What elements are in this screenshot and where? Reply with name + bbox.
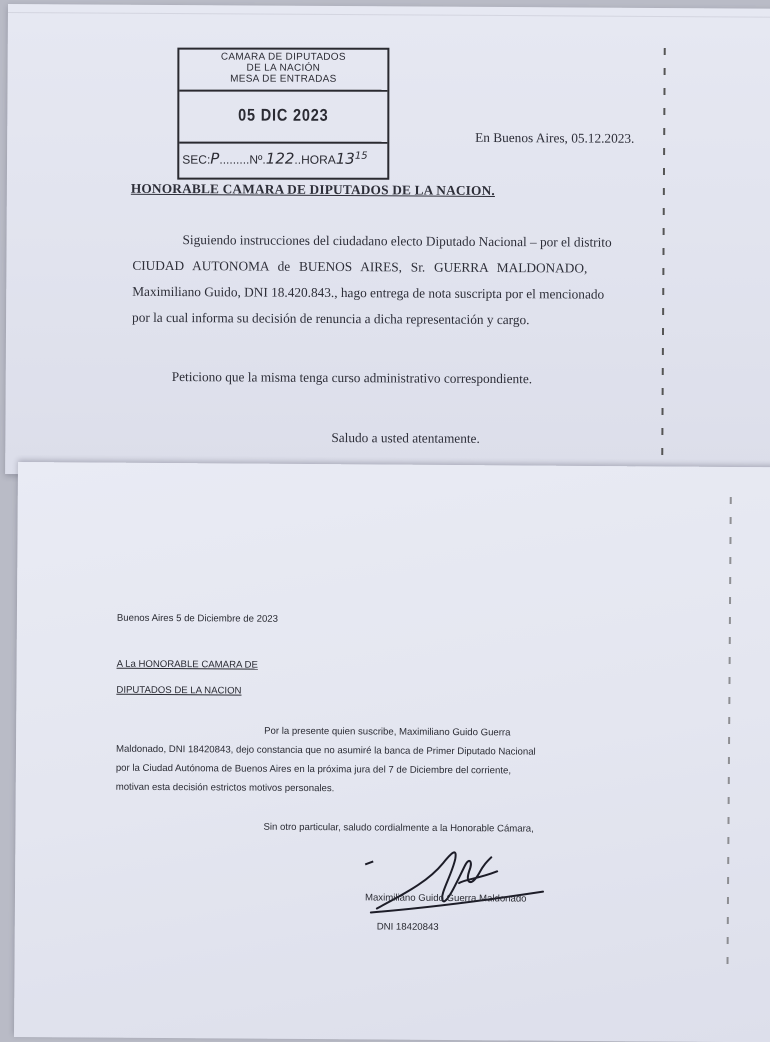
letter-place-date: En Buenos Aires, 05.12.2023. <box>475 129 635 146</box>
stamp-hora-minutes: 15 <box>354 150 368 162</box>
letter-closing: Saludo a usted atentamente. <box>331 429 480 446</box>
stamp-divider <box>179 90 387 92</box>
stamp-sec-label: SEC: <box>182 152 211 167</box>
stamp-registry: $SEC:P.........Nº.122..HORA13^{15}$ <box>182 149 368 168</box>
resignation-closing: Sin otro particular, saludo cordialmente a la Honorable Cámara, <box>263 821 534 835</box>
letter-body-line: Siguiendo instrucciones del ciudadano electo Diputado Nacional – por el distrito <box>182 232 612 250</box>
signer-name: Maximiliano Guido Guerra Maldonado <box>364 892 527 905</box>
paper-fold <box>8 12 770 18</box>
stamp-divider <box>179 142 387 144</box>
stamp-line-3: MESA DE ENTRADAS <box>230 73 337 85</box>
resignation-addressee-line-2: DIPUTADOS DE LA NACION <box>116 684 242 697</box>
letter-body-line: por la cual informa su decisión de renuncia a dicha representación y cargo. <box>132 309 530 328</box>
stamp-sec-value: P <box>210 149 220 168</box>
stamp-date: 05 DIC 2023 <box>238 105 329 125</box>
stamp-num-label: Nº <box>249 152 263 167</box>
letter-request: Peticiono que la misma tenga curso administrativo correspondiente. <box>171 369 533 387</box>
letter-addressee: HONORABLE CAMARA DE DIPUTADOS DE LA NACION. <box>130 180 495 198</box>
resignation-letter-page <box>14 462 770 1042</box>
margin-mark <box>661 48 666 458</box>
resignation-body-line: Por la presente quien suscribe, Maximiliano Guido Guerra <box>264 725 511 739</box>
resignation-addressee-line-1: A La HONORABLE CAMARA DE <box>116 658 258 671</box>
stamp-hora-label: HORA <box>301 152 336 167</box>
resignation-place-date: Buenos Aires 5 de Diciembre de 2023 <box>116 612 279 625</box>
stamp-num-value: 122 <box>265 149 295 168</box>
letter-body-line: CIUDAD AUTONOMA de BUENOS AIRES, Sr. GUERRA MALDONADO, <box>132 257 588 276</box>
resignation-body-line: Maldonado, DNI 18420843, dejo constancia que no asumiré la banca de Primer Diputado Nacional <box>115 743 536 758</box>
stamp-header <box>179 50 387 85</box>
delivery-note-page <box>5 4 770 479</box>
resignation-body-line: motivan esta decisión estrictos motivos personales. <box>115 781 335 795</box>
reception-stamp <box>177 48 389 180</box>
handwritten-signature <box>347 842 548 933</box>
signer-id: DNI 18420843 <box>376 921 439 933</box>
stamp-line-1: CAMARA DE DIPUTADOS <box>220 51 346 63</box>
stamp-hora-value: 13 <box>335 149 355 168</box>
margin-mark <box>726 497 731 977</box>
letter-body-line: Maximiliano Guido, DNI 18.420.843., hago entrega de nota suscripta por el mencionado <box>132 283 605 302</box>
stamp-line-2: DE LA NACIÓN <box>246 62 321 74</box>
resignation-body-line: por la Ciudad Autónoma de Buenos Aires en la próxima jura del 7 de Diciembre del corriente, <box>115 762 512 777</box>
letter-body <box>132 227 659 334</box>
